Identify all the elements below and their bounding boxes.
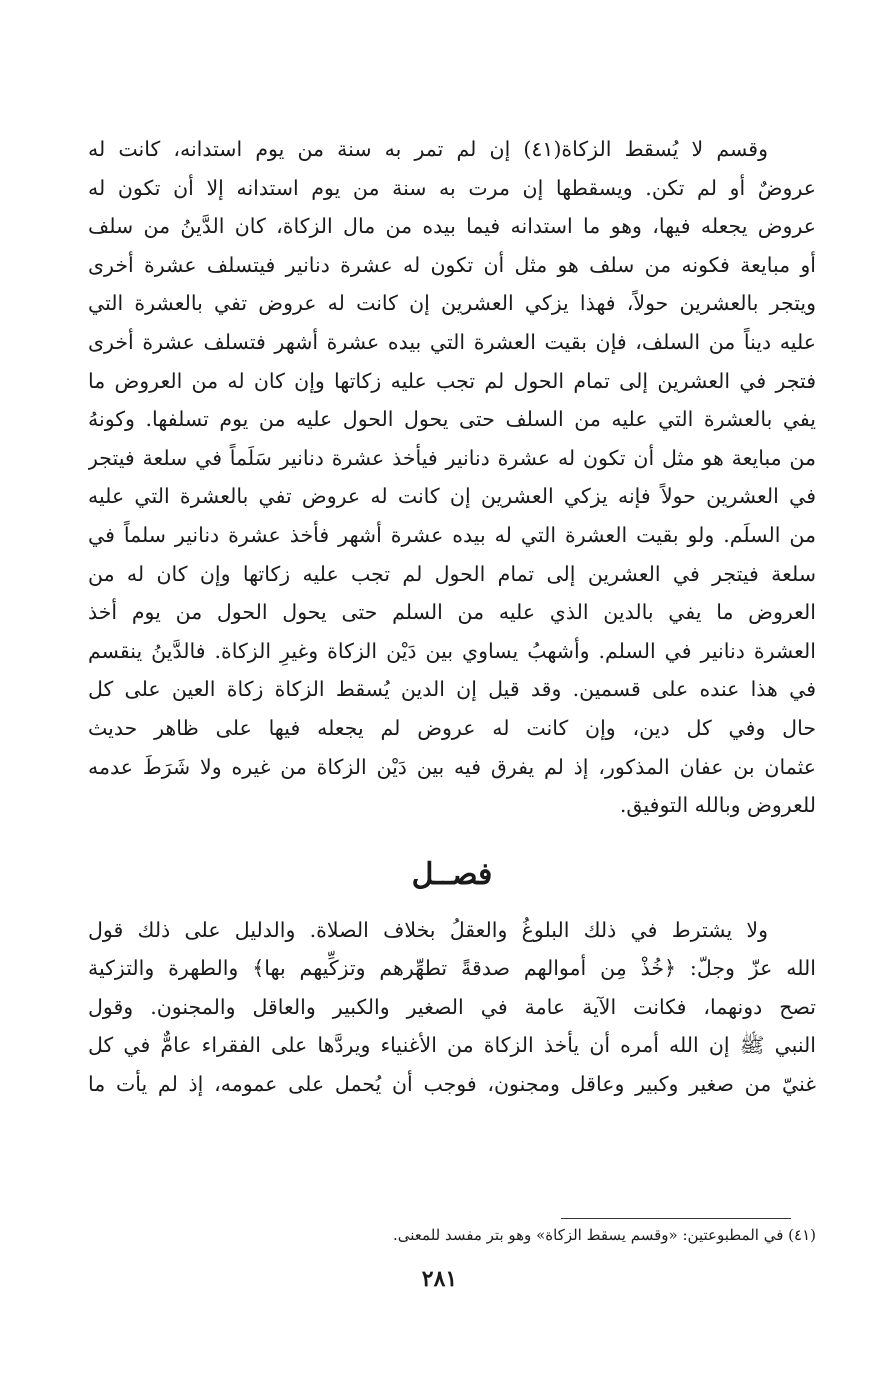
- section-line-3: تصح دونهما، فكانت الآية عامة في الصغير والكبير والعاقل والمجنون. وقول: [88, 994, 816, 1019]
- section-line-5: غنيّ من صغير وكبير وعاقل ومجنون، فوجب أن يُحمل على عمومه، إذ لم يأت ما: [88, 1072, 816, 1097]
- body-line-2: عروضٌ أو لم تكن. ويسقطها إن مرت به سنة من يوم استدانه إلا أن تكون له: [88, 175, 816, 200]
- body-line-14: العشرة دنانير في السلم. وأشهبُ يساوي بين دَيْن الزكاة وغيرِ الزكاة. فالدَّينُ ينقسم: [88, 638, 816, 663]
- section-line-4: النبي ﷺ إن الله أمره أن يأخذ الزكاة من الأغنياء ويردَّها على الفقراء عامٌّ في كل: [88, 1033, 816, 1058]
- footnote: (٤١) في المطبوعتين: «وقسم يسقط الزكاة» وهو بتر مفسد للمعنى.: [393, 1226, 816, 1244]
- body-line-4: أو مبايعة فكونه من سلف هو مثل أن تكون له عشرة دنانير فيتسلف عشرة أخرى: [88, 252, 816, 277]
- body-line-10: في العشرين حولاً فإنه يزكي العشرين إن كانت له عروض تفي بالعشرة التي عليه: [88, 484, 816, 509]
- section-line-2: الله عزّ وجلّ: ﴿خُذْ مِن أموالهم صدقةً تطهِّرهم وتزكِّيهم بها﴾ والطهرة والتزكية: [88, 956, 816, 981]
- section-line-1: ولا يشترط في ذلك البلوغُ والعقلُ بخلاف الصلاة. والدليل على ذلك قول: [88, 917, 768, 942]
- body-line-15: في هذا عنده على قسمين. وقد قيل إن الدين يُسقط الزكاة زكاة العين على كل: [88, 677, 816, 702]
- section-heading: فصــل: [411, 856, 493, 892]
- body-line-11: من السلَم. ولو بقيت العشرة التي له بيده عشرة أشهر فأخذ عشرة دنانير سلماً في: [88, 522, 816, 547]
- body-line-5: ويتجر بالعشرين حولاً، فهذا يزكي العشرين إن كانت له عروض تفي بالعشرة التي: [88, 291, 816, 316]
- body-line-17: عثمان بن عفان المذكور، إذ لم يفرق فيه بين دَيْن الزكاة من غيره ولا شَرَطَ عدمه: [88, 754, 816, 779]
- body-line-1: وقسم لا يُسقط الزكاة(٤١) إن لم تمر به سنة من يوم استدانه، كانت له: [88, 137, 768, 161]
- body-line-7: فتجر في العشرين إلى تمام الحول لم تجب عليه زكاتها وإن كان له من العروض ما: [88, 368, 816, 393]
- body-line-9: من مبايعة هو مثل أن تكون له عشرة دنانير فيأخذ عشرة دنانير سَلَماً في سلعة فيتجر: [88, 445, 816, 470]
- body-line-18: للعروض وبالله التوفيق.: [619, 793, 816, 818]
- body-line-8: يفي بالعشرة التي عليه من السلف حتى يحول الحول عليه من يوم تسلفها. وكونهُ: [88, 407, 816, 432]
- page-body: [88, 130, 816, 1104]
- body-line-6: عليه ديناً من السلف، فإن بقيت العشرة التي بيده عشرة أشهر فتسلف عشرة أخرى: [88, 329, 816, 354]
- footnote-divider: [561, 1218, 791, 1219]
- body-line-13: العروض ما يفي بالدين الذي عليه من السلم حتى يحول الحول من يوم أخذ: [88, 600, 816, 625]
- body-line-3: عروض يجعله فيها، وهو ما استدانه فيما بيده من مال الزكاة، كان الدَّينُ من سلف: [88, 214, 816, 239]
- page-number: ٢٨١: [421, 1266, 458, 1292]
- body-line-16: حال وفي كل دين، وإن كانت له عروض لم يجعله فيها على ظاهر حديث: [88, 715, 816, 740]
- body-line-12: سلعة فيتجر في العشرين إلى تمام الحول لم تجب عليه زكاتها وإن كان له من: [88, 561, 816, 586]
